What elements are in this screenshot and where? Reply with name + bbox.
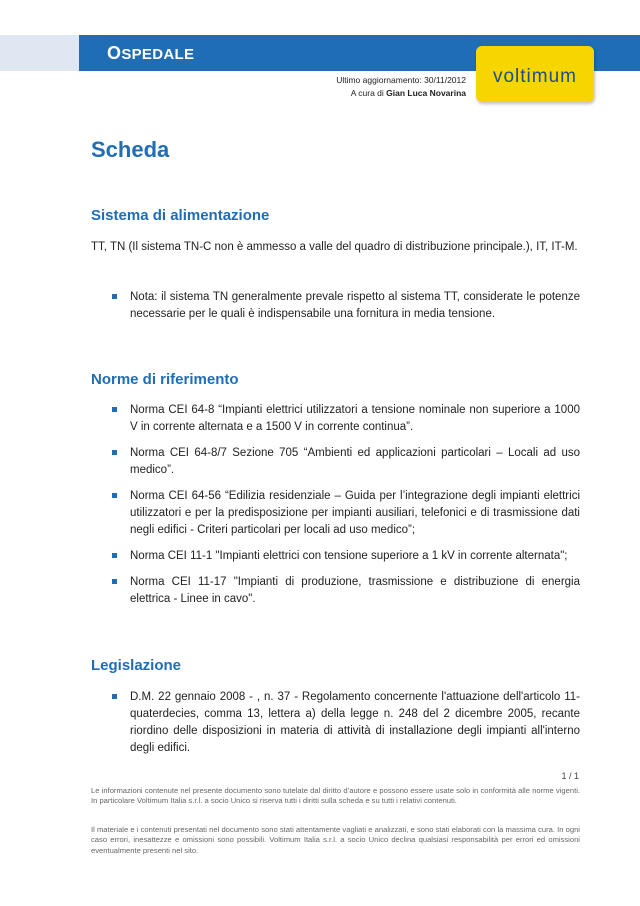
bullet-icon — [112, 579, 117, 584]
section-title: OSPEDALE — [107, 43, 195, 63]
list-legislazione — [110, 689, 580, 757]
list-item-text: D.M. 22 gennaio 2008 - , n. 37 - Regolamento concernente l'attuazione dell'articolo 11-quaterdecies, comma 13, lettera a) della legge n. 248 del 2 dicembre 2005, recante riordino delle disposizioni in materia di attività di installazione degli impianti all'interno degli edifici. — [130, 691, 580, 754]
footer-disclaimer-liability: Il materiale e i contenuti presentati nel documento sono stati attentamente vagliati e analizzati, e sono stati elaborati con la massima cura. In ogni caso errori, inesattezze e omissioni sono possibili. Voltimum Italia s.r.l. a socio Unico declina qualsiasi responsabilità per errori ed omissioni eventualmente presenti nel sito. — [91, 825, 580, 855]
list-item — [110, 445, 580, 479]
bullet-icon — [112, 553, 117, 558]
list-norme — [110, 402, 580, 608]
list-item-text: Norma CEI 64-56 “Edilizia residenziale – Guida per l’integrazione degli impianti elettrici utilizzatori e per la predisposizione per impianti ausiliari, telefonici e di trasmissione dati negli edifici - Criteri particolari per locali ad uso medico”; — [130, 490, 580, 536]
list-item — [110, 488, 580, 539]
bullet-icon — [112, 450, 117, 455]
list-item — [110, 689, 580, 757]
list-item — [110, 289, 580, 323]
author-line — [351, 88, 466, 98]
list-item-text: Nota: il sistema TN generalmente prevale rispetto al sistema TT, considerate le potenze necessarie per le quali è indispensabile una fornitura in media tensione. — [130, 291, 580, 320]
list-item-text: Norma CEI 11-1 "Impianti elettrici con tensione superiore a 1 kV in corrente alternata"; — [130, 550, 568, 562]
last-updated: Ultimo aggiornamento: 30/11/2012 — [336, 75, 466, 85]
logo-text: voltimum — [492, 66, 577, 87]
footer-disclaimer-copyright: Le informazioni contenute nel presente documento sono tutelate dal diritto d’autore e possono essere usate solo in conformità alle norme vigenti. In particolare Voltimum Italia s.r.l. a socio Unico si riserva tutti i diritti sulla scheda e su tutti i relativi contenuti. — [91, 786, 580, 806]
list-alimentazione — [110, 289, 580, 323]
heading-legislazione: Legislazione — [91, 657, 182, 674]
list-item — [110, 574, 580, 608]
heading-norme: Norme di riferimento — [91, 371, 239, 388]
list-item-text: Norma CEI 11-17 "Impianti di produzione, trasmissione e distribuzione di energia elettrica - Linee in cavo". — [130, 576, 580, 605]
bullet-icon — [112, 407, 117, 412]
bullet-icon — [112, 294, 117, 299]
paragraph-alimentazione: TT, TN (Il sistema TN-C non è ammesso a valle del quadro di distribuzione principale.), IT, IT-M. — [91, 241, 578, 253]
bullet-icon — [112, 694, 117, 699]
list-item-text: Norma CEI 64-8/7 Sezione 705 “Ambienti ed applicazioni particolari – Locali ad uso medico”. — [130, 447, 580, 476]
author-prefix: A cura di — [350, 88, 384, 98]
list-item-text: Norma CEI 64-8 “Impianti elettrici utilizzatori a tensione nominale non superiore a 1000 V in corrente alternata e a 1500 V in corrente continua”. — [130, 404, 580, 433]
page-title: Scheda — [91, 137, 170, 162]
voltimum-logo — [476, 46, 594, 102]
page-number: 1 / 1 — [561, 771, 579, 781]
header-left-block — [0, 35, 79, 71]
bullet-icon — [112, 493, 117, 498]
list-item — [110, 548, 580, 565]
author-name: Gian Luca Novarina — [386, 88, 466, 98]
heading-alimentazione: Sistema di alimentazione — [91, 207, 270, 224]
list-item — [110, 402, 580, 436]
